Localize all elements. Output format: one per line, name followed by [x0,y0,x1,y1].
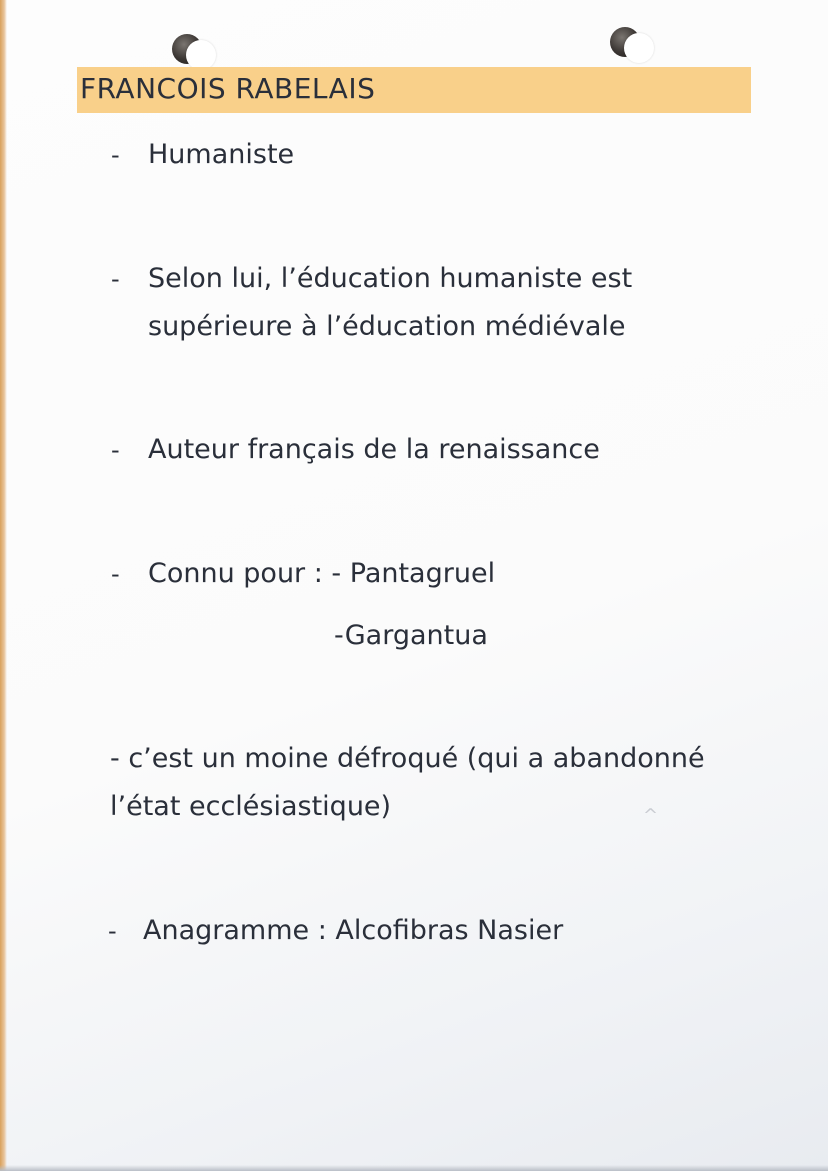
bullet-dash: - [108,917,117,945]
item-anagramme: Anagramme : Alcofibras Nasier [143,915,564,946]
bullet-dash: - [111,436,120,464]
item-gargantua: -Gargantua [334,620,488,651]
bullet-dash: - [111,560,120,588]
item-connu-pour: Connu pour : - Pantagruel [148,558,496,589]
bullet-dash: - [111,141,120,169]
card-edge-orange [0,0,7,1171]
card-title: FRANCOIS RABELAIS [80,72,376,105]
item-education-line-1: Selon lui, l’éducation humaniste est [148,263,633,294]
item-auteur: Auteur français de la renaissance [148,434,600,465]
item-moine-line-2: l’état ecclésiastique) [110,791,392,822]
item-moine-line-1: - c’est un moine défroqué (qui a abandonné [110,743,705,774]
item-education-line-2: supérieure à l’éducation médiévale [148,311,626,342]
punch-hole-left [172,34,202,64]
card-bottom-shadow [0,1165,828,1171]
punch-hole-right [610,27,640,57]
bullet-dash: - [111,265,120,293]
stray-pencil-mark: ^ [643,805,659,826]
item-humaniste: Humaniste [148,139,295,170]
